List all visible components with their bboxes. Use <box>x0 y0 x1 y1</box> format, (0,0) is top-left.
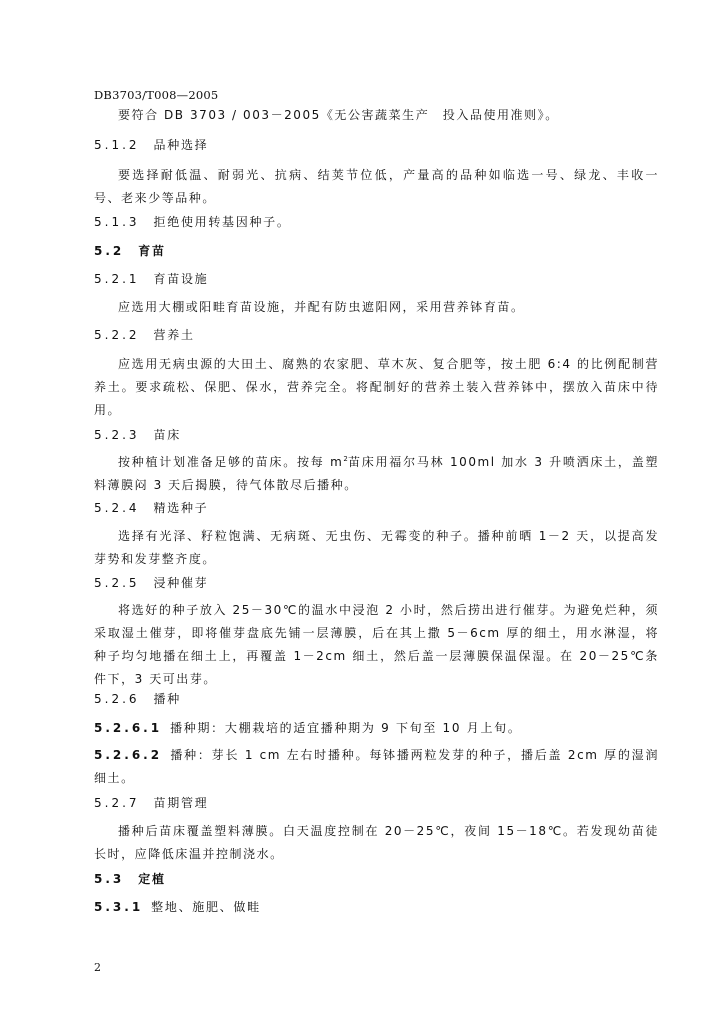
section-5-2-2-heading <box>94 324 659 347</box>
paragraph-text-b: 苗床用福尔马林 100ml 加水 3 升喷洒床土，盖塑料薄膜闷 3 天后揭膜，待气体散尽后播种。 <box>94 455 660 492</box>
section-number: 5.2.5 <box>94 576 140 590</box>
section-title: 苗期管理 <box>153 796 209 810</box>
section-title: 育苗设施 <box>153 272 209 286</box>
section-number: 5.1.3 <box>94 215 140 229</box>
section-number: 5.2 <box>94 244 125 258</box>
section-5-1-2-heading <box>94 134 659 157</box>
section-number: 5.2.1 <box>94 272 140 286</box>
section-title: 营养土 <box>153 328 195 342</box>
section-title: 拒绝使用转基因种子。 <box>153 215 291 229</box>
section-5-2-1-paragraph: 应选用大棚或阳畦育苗设施，并配有防虫遮阳网，采用营养钵育苗。 <box>118 300 525 314</box>
section-5-2-4-paragraph: 选择有光泽、籽粒饱满、无病斑、无虫伤、无霉变的种子。播种前晒 1－2 天，以提高发芽势和发芽整齐度。 <box>94 529 659 566</box>
section-5-2-7-heading <box>94 792 659 815</box>
section-title: 精选种子 <box>153 501 209 515</box>
section-number: 5.2.6.2 <box>94 748 163 762</box>
section-title: 定植 <box>138 872 166 886</box>
section-title: 整地、施肥、做畦 <box>151 900 261 914</box>
section-number: 5.2.7 <box>94 796 140 810</box>
section-5-1-3-heading <box>94 211 659 234</box>
section-5-2-3-heading <box>94 424 659 447</box>
section-5-2-4-heading <box>94 497 659 520</box>
section-5-2-1-heading <box>94 268 659 291</box>
section-5-2-6-1 <box>94 717 659 740</box>
section-5-2-6-2 <box>94 744 659 790</box>
section-title: 浸种催芽 <box>153 576 209 590</box>
section-5-2-6-heading <box>94 688 659 711</box>
section-text: 播种期：大棚栽培的适宜播种期为 9 下旬至 10 月上旬。 <box>170 721 522 735</box>
section-number: 5.2.6.1 <box>94 721 163 735</box>
intro-paragraph: 要符合 DB 3703 / 003－2005《无公害蔬菜生产 投入品使用准则》。 <box>118 108 559 122</box>
section-5-2-heading <box>94 240 659 263</box>
section-5-3-heading <box>94 868 659 891</box>
superscript-2: 2 <box>343 455 348 463</box>
section-title: 育苗 <box>138 244 166 258</box>
section-text: 播种：芽长 1 cm 左右时播种。每钵播两粒发芽的种子，播后盖 2cm 厚的湿润细土。 <box>94 748 659 785</box>
document-code-header: DB3703/T008—2005 <box>94 88 219 102</box>
section-5-2-3-paragraph <box>94 451 659 497</box>
section-number: 5.3.1 <box>94 900 144 914</box>
section-5-2-5-heading <box>94 572 659 595</box>
section-5-1-2-paragraph: 要选择耐低温、耐弱光、抗病、结荚节位低，产量高的品种如临选一号、绿龙、丰收一号、老来少等品种。 <box>94 168 659 205</box>
section-5-2-2-paragraph: 应选用无病虫源的大田土、腐熟的农家肥、草木灰、复合肥等，按土肥 6:4 的比例配制营养土。要求疏松、保肥、保水，营养完全。将配制好的营养土装入营养钵中，摆放入苗床中待用。 <box>94 357 659 417</box>
section-number: 5.2.6 <box>94 692 140 706</box>
section-number: 5.3 <box>94 872 125 886</box>
section-title: 播种 <box>153 692 181 706</box>
section-number: 5.2.2 <box>94 328 140 342</box>
section-5-3-1-heading <box>94 896 659 919</box>
page-number: 2 <box>94 961 101 974</box>
section-number: 5.1.2 <box>94 138 140 152</box>
section-5-2-7-paragraph: 播种后苗床覆盖塑料薄膜。白天温度控制在 20－25℃，夜间 15－18℃。若发现幼苗徒长时，应降低床温并控制浇水。 <box>94 824 659 861</box>
section-number: 5.2.3 <box>94 428 140 442</box>
section-title: 品种选择 <box>153 138 209 152</box>
section-title: 苗床 <box>153 428 181 442</box>
section-5-2-5-paragraph: 将选好的种子放入 25－30℃的温水中浸泡 2 小时，然后捞出进行催芽。为避免烂种，须采取湿土催芽，即将催芽盘底先铺一层薄膜，后在其上撒 5－6cm 厚的细土，用水淋湿，将种子均匀地播在细土上，再覆盖 1－2cm 细土，然后盖一层薄膜保温保湿。在 20－25℃条件下，3 天可出芽。 <box>94 603 659 686</box>
section-number: 5.2.4 <box>94 501 140 515</box>
paragraph-text-a: 按种植计划准备足够的苗床。按每 m <box>118 455 344 469</box>
